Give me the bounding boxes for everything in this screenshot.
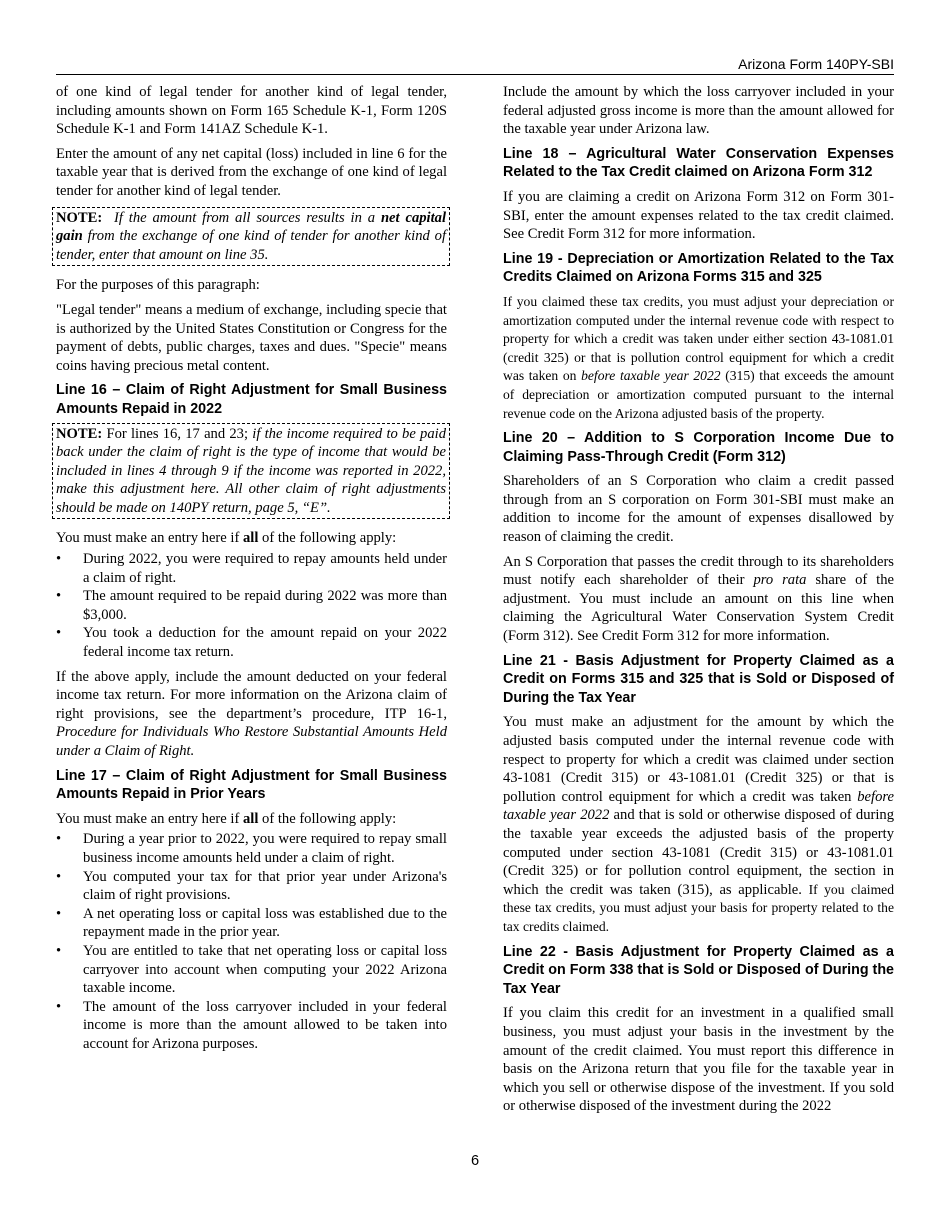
note-box: [52, 423, 450, 520]
paragraph: Shareholders of an S Corporation who claim a credit passed through from an S corporation on Form 301-SBI must make an addition to income for the amount of expenses disallowed by reason of claiming the credit.: [503, 473, 894, 546]
list-item: • You took a deduction for the amount repaid on your 2022 federal income tax return.: [56, 624, 447, 661]
heading-line-19: Line 19 - Depreciation or Amortization Related to the Tax Credits Claimed on Arizona Forms 315 and 325: [503, 250, 894, 286]
list-item: • You computed your tax for that prior year under Arizona's claim of right provisions.: [56, 868, 447, 905]
note-text: If the amount from all sources results in a: [113, 209, 381, 226]
left-column: [56, 83, 447, 1060]
list-item: • During a year prior to 2022, you were required to repay small business income amounts held under a claim of right.: [56, 830, 447, 867]
bullet-list: [56, 830, 447, 1053]
page-number: 6: [470, 1153, 480, 1169]
paragraph: If you claimed these tax credits, you must adjust your depreciation or amortization computed under the internal revenue code with respect to property for which a credit was taken under either section 43-1081.01 (credit 325) or that is pollution control equipment for which a credit was taken on before taxable year 2022 (315) that exceeds the amount of depreciation or amortization computed pursuant to the internal revenue code on the Arizona adjusted basis of the property.: [503, 293, 894, 421]
heading-line-21: Line 21 - Basis Adjustment for Property Claimed as a Credit on Forms 315 and 325 that is Sold or Disposed of During the Tax Year: [503, 652, 894, 706]
note-bold-text: net capital gain: [56, 209, 446, 245]
bullet-list: [56, 550, 447, 662]
note-label: NOTE:: [56, 209, 103, 226]
paragraph: If you are claiming a credit on Arizona Form 312 on Form 301-SBI, enter the amount expenses related to the tax credit claimed. See Credit Form 312 for more information.: [503, 188, 894, 243]
paragraph: "Legal tender" means a medium of exchange, including specie that is authorized by the United States Constitution or Congress for the payment of debts, public charges, taxes and dues. "Specie" means coins having precious metal content.: [56, 301, 447, 374]
paragraph: If you claim this credit for an investment in a qualified small business, you must adjust your basis in the investment by the amount of the credit claimed. You must report this difference in basis on the Arizona return that you file for the taxable year in which you sell or otherwise dispose of the investment. If you sold or otherwise disposed of the investment during the 2022: [503, 1005, 894, 1115]
paragraph: Include the amount by which the loss carryover included in your federal adjusted gross income is more than the amount allowed for the taxable year under Arizona law.: [503, 84, 894, 138]
note-box: [52, 207, 450, 267]
heading-line-20: Line 20 – Addition to S Corporation Income Due to Claiming Pass-Through Credit (Form 312): [503, 430, 894, 465]
paragraph: Enter the amount of any net capital (loss) included in line 6 for the taxable year that is derived from the exchange of one kind of legal tender for another kind of legal tender.: [56, 145, 447, 199]
note-label: NOTE:: [56, 425, 103, 442]
note-italic-text: if the income required to be paid back under the claim of right is the type of income that would be included in lines 4 through 9 if the income was reported in 2022, make this adjustment here. All other claim of right adjustments should be made on 140PY return, page 5, “E”.: [56, 425, 447, 516]
form-title: Arizona Form 140PY-SBI: [56, 55, 894, 75]
list-item: • The amount of the loss carryover included in your federal income is more than the amount allowed to be taken into account for Arizona purposes.: [56, 998, 447, 1054]
note-text: from the exchange of one kind of tender for another kind of tender, enter that amount on line 35.: [56, 228, 446, 263]
paragraph: of one kind of legal tender for another kind of legal tender, including amounts shown on Form 165 Schedule K-1, Form 120S Schedule K-1 and Form 141AZ Schedule K-1.: [56, 84, 447, 138]
heading-line-18: Line 18 – Agricultural Water Conservation Expenses Related to the Tax Credit claimed on Arizona Form 312: [503, 145, 894, 181]
paragraph: For the purposes of this paragraph:: [56, 277, 260, 294]
list-item: • A net operating loss or capital loss was established due to the repayment made in the prior year.: [56, 905, 447, 942]
heading-line-22: Line 22 - Basis Adjustment for Property Claimed as a Credit on Form 338 that is Sold or Disposed of During the Tax Year: [503, 943, 894, 997]
paragraph: You must make an entry here if all of the following apply:: [56, 810, 397, 827]
heading-line-17: Line 17 – Claim of Right Adjustment for Small Business Amounts Repaid in Prior Years: [56, 767, 447, 803]
list-item: • The amount required to be repaid during 2022 was more than $3,000.: [56, 587, 447, 624]
list-item: • During 2022, you were required to repay amounts held under a claim of right.: [56, 550, 447, 587]
paragraph: An S Corporation that passes the credit through to its shareholders must notify each shareholder of their pro rata share of the adjustment. You must include an amount on this line when claiming the Agricultural Water Conservation System Credit (Form 312). See Credit Form 312 for more information.: [503, 553, 894, 645]
heading-line-16: Line 16 – Claim of Right Adjustment for Small Business Amounts Repaid in 2022: [56, 382, 447, 417]
right-column: [503, 83, 894, 1122]
list-item: • You are entitled to take that net operating loss or capital loss carryover into account when computing your 2022 Arizona taxable income.: [56, 942, 447, 998]
paragraph: You must make an entry here if all of the following apply:: [56, 530, 397, 547]
note-text: For lines 16, 17 and 23;: [102, 425, 253, 442]
paragraph: If the above apply, include the amount deducted on your federal income tax return. For more information on the Arizona claim of right provisions, see the department’s procedure, ITP 16-1, Procedure for Individuals Who Restore Substantial Amounts Held under a Claim of Right.: [56, 668, 447, 759]
paragraph: You must make an adjustment for the amount by which the adjusted basis computed under the internal revenue code with respect to property for which a credit was claimed under section 43-1081 (Credit 315) or 43-1081.01 (Credit 325) or that is pollution control equipment for which a credit was taken before taxable year 2022 and that is sold or otherwise disposed of during the taxable year exceeds the adjusted basis of the property computed under section 43-1081 (Credit 315) or 43-1081.01 (Credit 325) or for pollution control equipment, the section in which the credit was taken (315), as applicable. If you claimed these tax credits, you must adjust your basis for property related to the tax credits claimed.: [503, 714, 894, 934]
